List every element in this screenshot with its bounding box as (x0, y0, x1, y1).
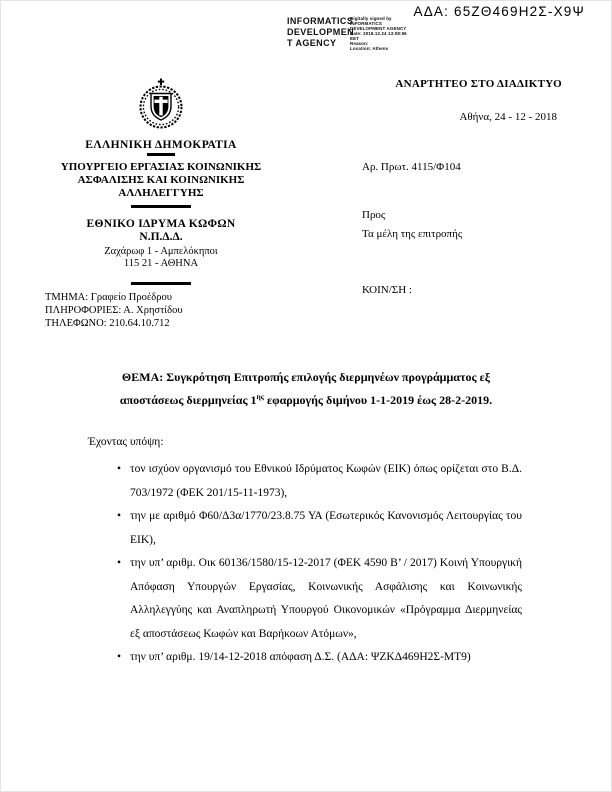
organization-name: ΕΘΝΙΚΟ ΙΔΡΥΜΑ ΚΩΦΩΝ (86, 217, 236, 230)
subject-line-2-pre: αποστάσεως διερμηνείας 1 (119, 393, 257, 407)
stamp-detail-line: Reason: (350, 41, 369, 46)
stamp-detail-line: DEVELOPMENT AGENCY (350, 26, 407, 31)
web-posting-notice: ΑΝΑΡΤΗΤΕΟ ΣΤΟ ΔΙΑΔΙΚΤΥΟ (395, 78, 562, 90)
organization-type: Ν.Π.Δ.Δ. (139, 230, 183, 243)
digital-signature-stamp (287, 16, 412, 51)
stamp-agency-line: INFORMATICS (287, 16, 354, 26)
address-street: Ζαχάρωφ 1 - Αμπελόκηποι (104, 245, 218, 257)
list-item-text: τον ισχύον οργανισμό του Εθνικού Ιδρύματος Κωφών (ΕΙΚ) όπως ορίζεται στο Β.Δ. 703/1972 (ΦΕΚ 201/15-11-1973), (130, 463, 522, 499)
subject-line-2 (69, 389, 543, 412)
ministry-line: ΑΛΛΗΛΕΓΓΥΗΣ (118, 186, 204, 199)
list-item (116, 646, 522, 670)
divider (147, 153, 175, 156)
info-line: ΠΛΗΡΟΦΟΡΙΕΣ: Α. Χρηστίδου (45, 305, 183, 316)
stamp-signature-details (350, 16, 412, 51)
list-item-text: την υπ’ αριθμ. 19/14-12-2018 απόφαση Δ.Σ. (ΑΔΑ: ΨΖΚΔ469Η2Σ-ΜΤ9) (130, 651, 471, 663)
list-item-text: την υπ’ αριθμ. Οικ 60136/1580/15-12-2017 (ΦΕΚ 4590 Β’ / 2017) Κοινή Υπουργική Απόφαση Υπουργών Εργασίας, Κοινωνικής Ασφάλισης και Κοινωνικής Αλληλεγγύης και Αναπληρωτή Υπουργού Οικονομικών «Πρόγραμμα Διερμηνείας εξ αποστάσεως Κωφών και Βαρήκοων Ατόμων», (130, 557, 522, 640)
stamp-detail-line: EET (350, 36, 360, 41)
stamp-agency-line: T AGENCY (287, 38, 337, 48)
stamp-agency-line: DEVELOPMEN (287, 27, 355, 37)
address-city: 115 21 - ΑΘΗΝΑ (123, 257, 199, 269)
recipient-label: Προς (362, 209, 386, 221)
subject-line-1: ΘΕΜΑ: Συγκρότηση Επιτροπής επιλογής διερμηνέων προγράμματος εξ (121, 370, 491, 384)
ordinal-superscript: ης (256, 392, 264, 401)
stamp-detail-line: Location: Athens (350, 46, 389, 51)
considerations-list (116, 458, 522, 670)
recipient-block (362, 206, 462, 243)
ministry-line: ΥΠΟΥΡΓΕΙΟ ΕΡΓΑΣΙΑΣ ΚΟΙΝΩΝΙΚΗΣ (60, 160, 262, 173)
stamp-detail-line: Date: 2018.12.24 13:08:56 (350, 31, 407, 36)
subject-block (69, 366, 543, 412)
ministry-line: ΑΣΦΑΛΙΣΗΣ ΚΑΙ ΚΟΙΝΩΝΙΚΗΣ (77, 173, 245, 186)
divider (131, 205, 191, 208)
list-item (116, 552, 522, 646)
considering-intro: Έχοντας υπόψη: (88, 436, 164, 448)
letterhead (30, 0, 292, 285)
list-item (116, 458, 522, 505)
cc-label: ΚΟΙΝ/ΣΗ : (362, 284, 412, 296)
recipient-value: Τα μέλη της επιτροπής (362, 227, 463, 240)
hellenic-republic-title: ΕΛΛΗΝΙΚΗ ΔΗΜΟΚΡΑΤΙΑ (85, 139, 237, 151)
stamp-detail-line: Digitally signed by (350, 16, 392, 21)
divider (131, 282, 191, 285)
ada-code: ΑΔΑ: 65ΖΘ469Η2Σ-Χ9Ψ (413, 4, 585, 19)
department-line: ΤΜΗΜΑ: Γραφείο Προέδρου (45, 292, 172, 303)
contact-block (45, 291, 183, 330)
protocol-number: Αρ. Πρωτ. 4115/Φ104 (362, 161, 461, 173)
list-item-text: την με αριθμό Φ60/Δ3α/1770/23.8.75 ΥΑ (Εσωτερικός Κανονισμός Λειτουργίας του ΕΙΚ), (130, 510, 522, 546)
greek-coat-of-arms-icon (137, 78, 185, 136)
phone-line: ΤΗΛΕΦΩΝΟ: 210.64.10.712 (45, 318, 170, 329)
subject-line-2-post: εφαρμογής διμήνου 1-1-2019 έως 28-2-2019. (263, 393, 493, 407)
list-item (116, 505, 522, 552)
ministry-title (30, 161, 292, 200)
document-date: Αθήνα, 24 - 12 - 2018 (459, 111, 557, 123)
stamp-detail-line: INFORMATICS (350, 21, 383, 26)
